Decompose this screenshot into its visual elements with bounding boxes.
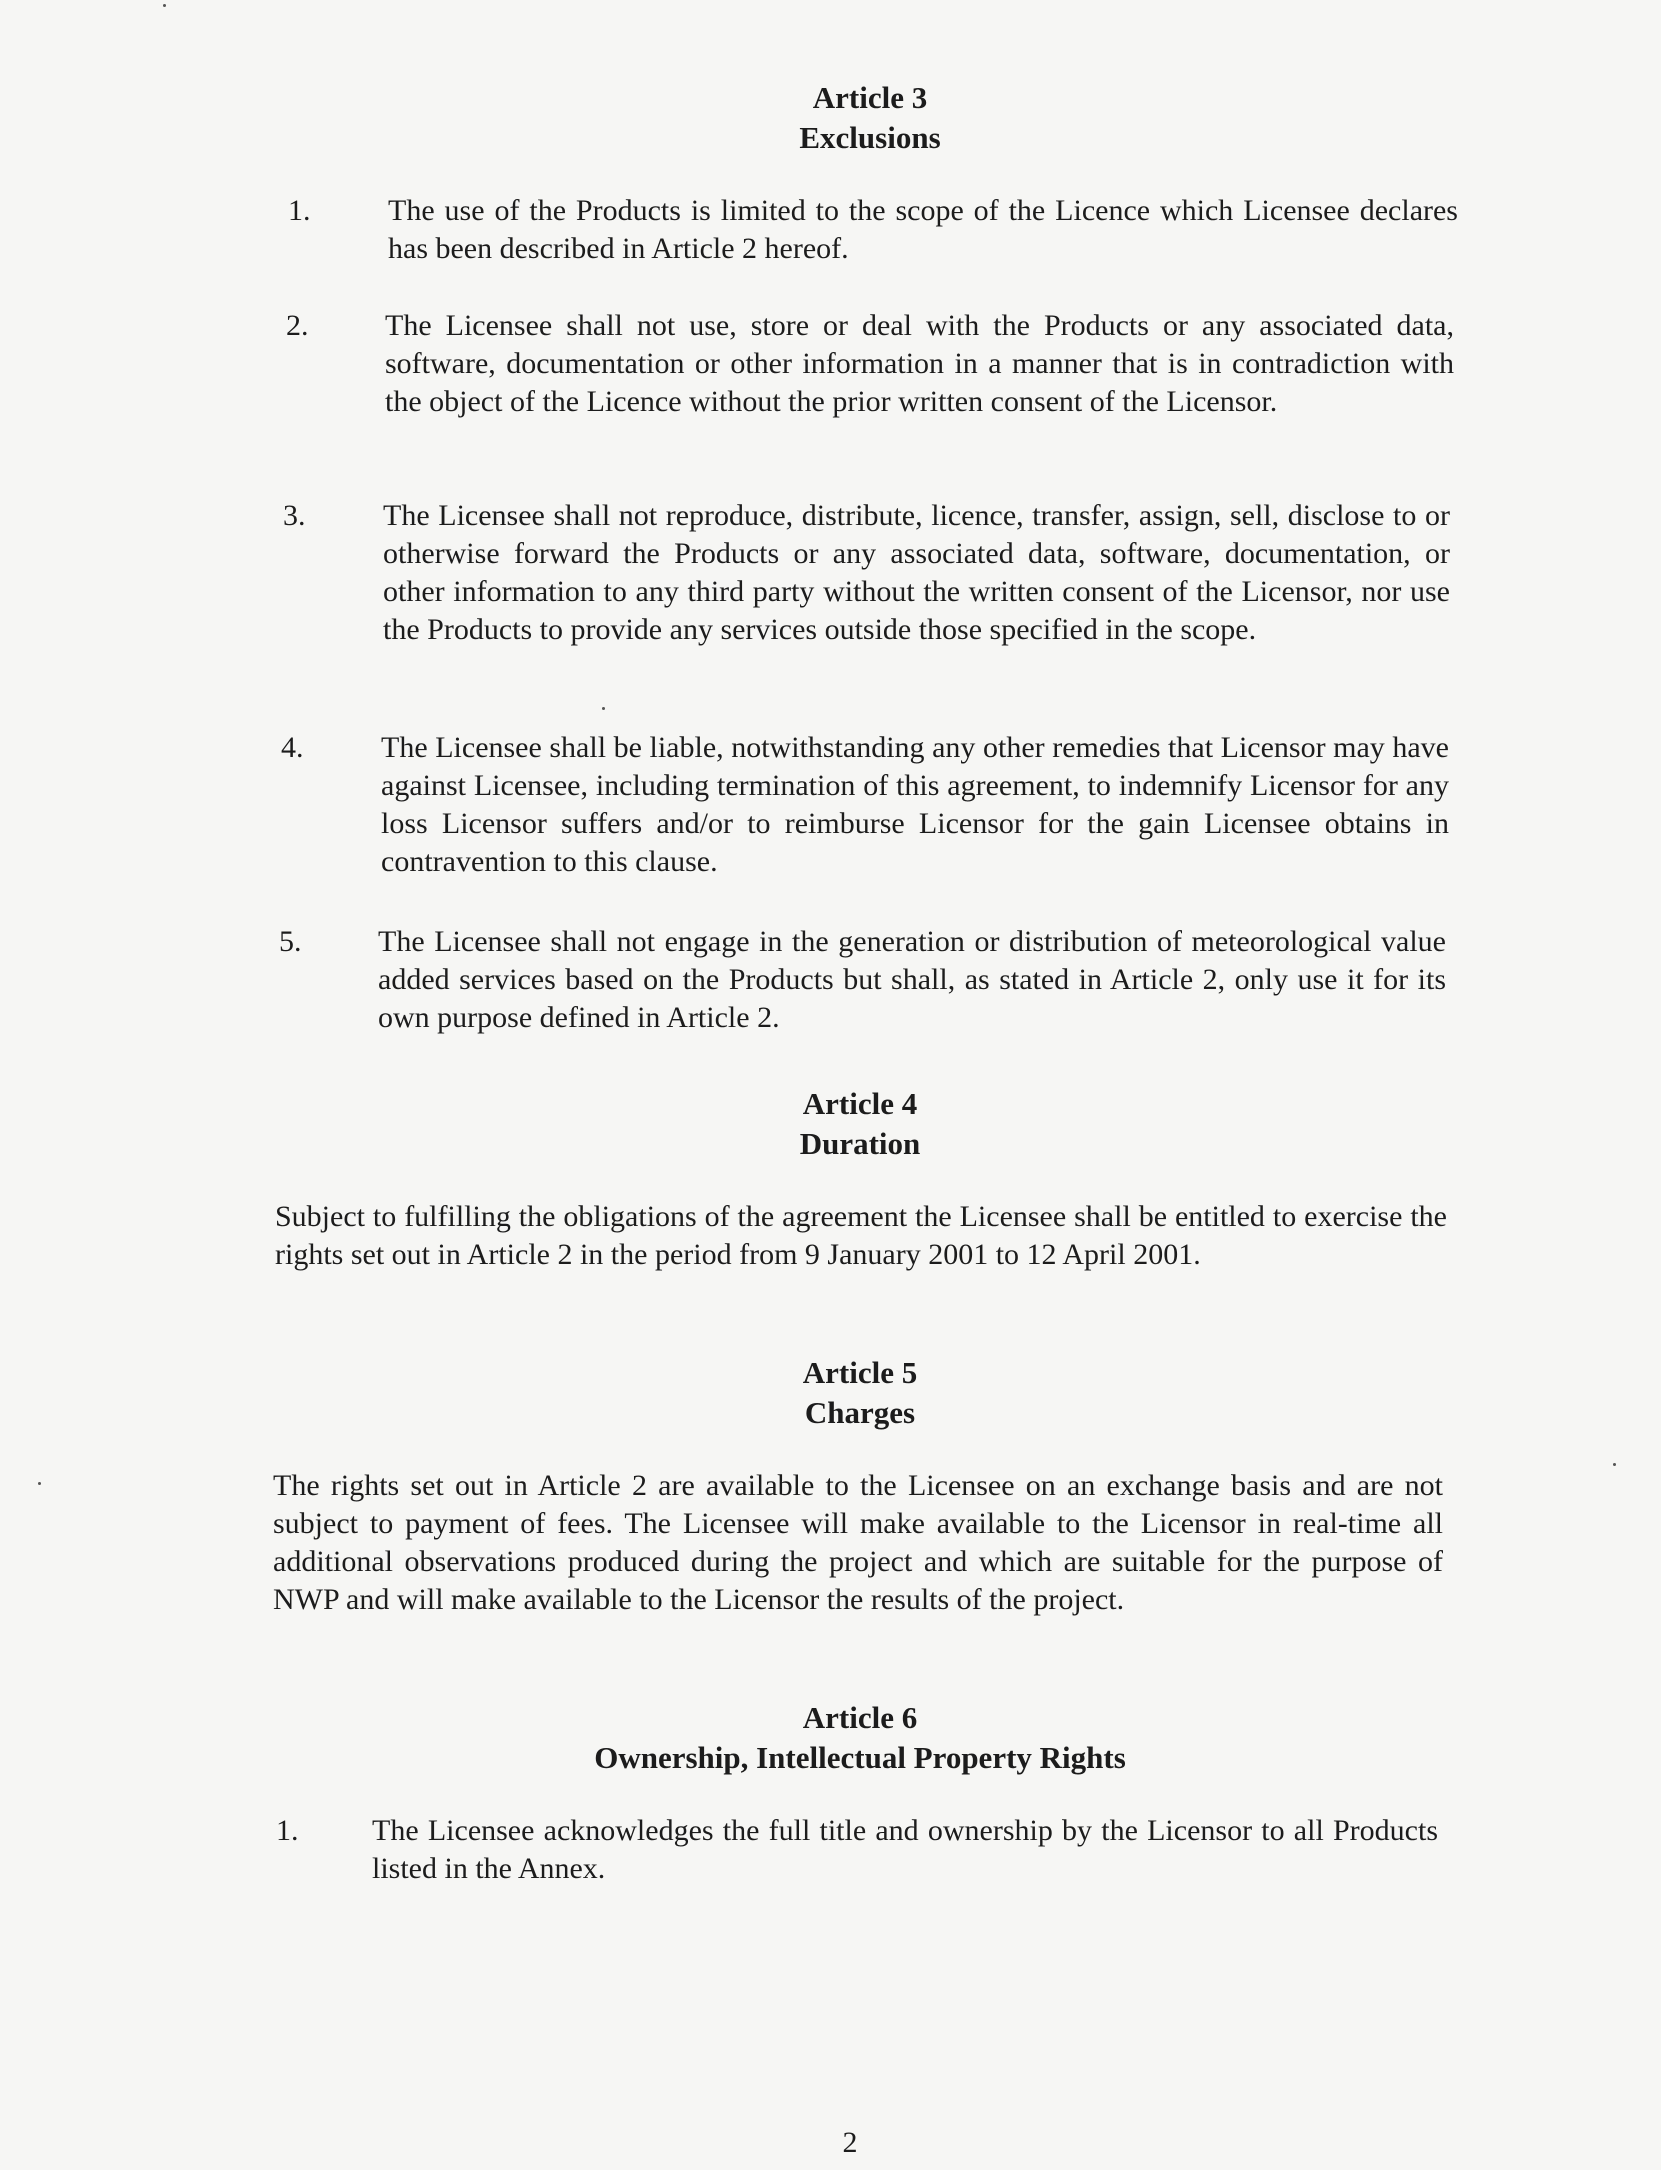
- clause-text: The Licensee acknowledges the full title and ownership by the Licensor to all Products listed in the Annex.: [372, 1814, 1438, 1885]
- article-6-number: Article 6: [802, 1700, 918, 1735]
- page-number: 2: [842, 2126, 858, 2159]
- article-5-heading: [0, 1353, 1661, 1433]
- article-3-title: Exclusions: [799, 120, 941, 155]
- clause-text: The use of the Products is limited to the scope of the Licence which Licensee declares has been described in Article 2 hereof.: [388, 194, 1458, 265]
- scan-speck: [163, 4, 166, 7]
- scan-speck: [602, 707, 605, 710]
- clause-number: 5.: [279, 925, 302, 958]
- clause-number: 2.: [286, 309, 309, 342]
- clause-number: 1.: [288, 194, 311, 227]
- article-5-title: Charges: [804, 1395, 916, 1430]
- clause-text: The Licensee shall not engage in the generation or distribution of meteorological value added services based on the Products but shall, as stated in Article 2, only use it for its own purpose defined in Article 2.: [378, 925, 1446, 1034]
- article-4-text: Subject to fulfilling the obligations of the agreement the Licensee shall be entitled to exercise the rights set out in Article 2 in the period from 9 January 2001 to 12 April 2001.: [275, 1200, 1447, 1271]
- clause-text: The Licensee shall be liable, notwithstanding any other remedies that Licensor may have against Licensee, including termination of this agreement, to indemnify Licensor for any loss Licensor suffers and/or to reimburse Licensor for the gain Licensee obtains in contravention to this clause.: [381, 731, 1449, 878]
- article-4-number: Article 4: [802, 1086, 918, 1121]
- scan-speck: [1613, 1463, 1616, 1466]
- article-5-number: Article 5: [802, 1355, 918, 1390]
- article-4-heading: [0, 1084, 1661, 1164]
- scan-speck: [38, 1482, 41, 1485]
- article-6-title: Ownership, Intellectual Property Rights: [594, 1740, 1126, 1775]
- clause-text: The Licensee shall not reproduce, distribute, licence, transfer, assign, sell, disclose to or otherwise forward the Products or any associated data, software, documentation, or other information to any third party without the written consent of the Licensor, nor use the Products to provide any services outside those specified in the scope.: [383, 499, 1450, 646]
- article-6-heading: [0, 1698, 1661, 1778]
- article-5-text: The rights set out in Article 2 are available to the Licensee on an exchange basis and are not subject to payment of fees. The Licensee will make available to the Licensor in real-time all additional observations produced during the project and which are suitable for the purpose of NWP and will make available to the Licensor the results of the project.: [273, 1469, 1443, 1616]
- article-4-title: Duration: [799, 1126, 921, 1161]
- clause-number: 1.: [276, 1814, 299, 1847]
- clause-number: 3.: [283, 499, 306, 532]
- article-3-number: Article 3: [812, 80, 928, 115]
- clause-text: The Licensee shall not use, store or deal with the Products or any associated data, software, documentation or other information in a manner that is in contradiction with the object of the Licence without the prior written consent of the Licensor.: [385, 309, 1454, 418]
- article-3-heading: [0, 78, 1661, 158]
- clause-number: 4.: [281, 731, 304, 764]
